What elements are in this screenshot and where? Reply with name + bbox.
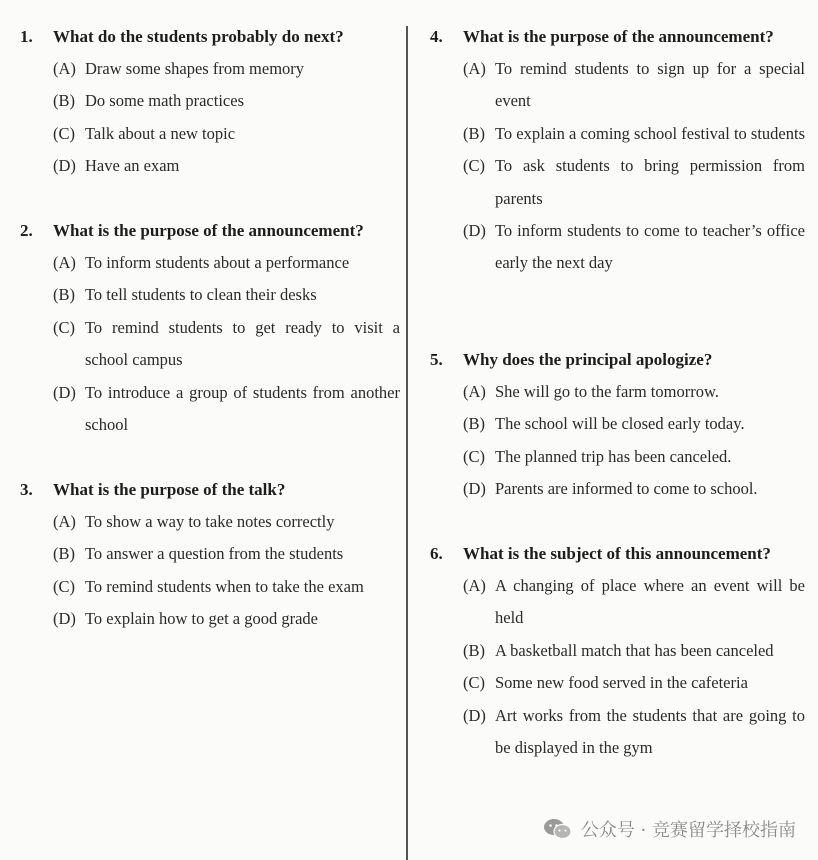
question-header: [20, 215, 400, 247]
option-text: To ask students to bring permission from parents: [495, 156, 805, 208]
option-text: To explain a coming school festival to students: [495, 123, 805, 143]
question-number: 6.: [430, 544, 443, 563]
options: [20, 247, 400, 441]
question-text: Why does the principal apologize?: [463, 350, 713, 369]
option-letter: (B): [53, 91, 75, 111]
question-2: [20, 215, 400, 441]
wechat-icon: [543, 818, 573, 840]
options: [20, 53, 400, 183]
option-c: [20, 312, 400, 377]
option-b: [20, 279, 400, 311]
option-letter: (D): [463, 705, 486, 725]
question-1: [20, 21, 400, 183]
option-letter: (A): [53, 59, 76, 78]
option-b: [430, 408, 805, 440]
question-text: What is the purpose of the talk?: [53, 480, 286, 499]
option-letter: (D): [463, 479, 486, 499]
option-letter: (B): [463, 123, 485, 143]
option-letter: (C): [53, 317, 75, 337]
question-number: 1.: [20, 27, 33, 46]
question-6: [430, 538, 805, 764]
column-divider: [406, 26, 408, 860]
question-header: [430, 344, 805, 376]
option-b: [20, 538, 400, 570]
option-b: [20, 85, 400, 117]
option-text: To answer a question from the students: [85, 544, 344, 564]
option-a: [430, 376, 805, 408]
question-3: [20, 474, 400, 636]
option-c: [430, 150, 805, 215]
watermark-text: 公众号 · 竞赛留学择校指南: [580, 820, 796, 841]
question-header: [20, 21, 400, 53]
option-text: Have an exam: [85, 156, 180, 176]
question-text: What is the subject of this announcement?: [463, 544, 771, 563]
option-letter: (A): [463, 59, 486, 78]
question-5: [430, 344, 805, 506]
option-d: [430, 473, 805, 505]
option-text: The planned trip has been canceled.: [495, 446, 732, 466]
question-number: 2.: [20, 221, 33, 240]
option-letter: (B): [53, 544, 75, 564]
option-c: [430, 667, 805, 699]
option-d: [20, 150, 400, 182]
question-text: What do the students probably do next?: [53, 27, 344, 46]
option-a: [430, 570, 805, 635]
option-text: Do some math practices: [85, 91, 244, 111]
option-text: Draw some shapes from memory: [85, 59, 305, 78]
option-d: [430, 215, 805, 280]
option-text: She will go to the farm tomorrow.: [495, 382, 719, 401]
option-letter: (A): [463, 382, 486, 401]
option-text: Art works from the students that are going to be displayed in the gym: [495, 705, 805, 758]
option-text: Talk about a new topic: [85, 123, 236, 143]
option-c: [20, 118, 400, 150]
option-b: [430, 118, 805, 150]
option-d: [430, 700, 805, 765]
option-letter: (B): [463, 640, 485, 660]
question-number: 5.: [430, 350, 443, 369]
question-number: 4.: [430, 27, 443, 46]
option-letter: (D): [53, 382, 76, 402]
options: [20, 506, 400, 636]
option-letter: (A): [53, 253, 76, 272]
option-letter: (B): [53, 285, 75, 305]
option-letter: (C): [463, 673, 485, 693]
option-text: To introduce a group of students from another school: [85, 382, 400, 435]
option-text: A basketball match that has been canceled: [495, 640, 774, 660]
option-letter: (A): [53, 512, 76, 531]
option-text: Some new food served in the cafeteria: [495, 673, 748, 693]
option-a: [430, 53, 805, 118]
option-letter: (D): [53, 609, 76, 629]
option-text: Parents are informed to come to school.: [495, 479, 758, 499]
option-text: To show a way to take notes correctly: [85, 512, 335, 531]
options: [430, 376, 805, 506]
watermark: [543, 816, 796, 842]
option-letter: (C): [53, 123, 75, 143]
option-letter: (D): [53, 156, 76, 176]
question-header: [430, 538, 805, 570]
option-text: A changing of place where an event will be held: [495, 576, 805, 628]
options: [430, 53, 805, 280]
question-header: [430, 21, 805, 53]
question-text: What is the purpose of the announcement?: [463, 27, 774, 46]
option-c: [430, 441, 805, 473]
options: [430, 570, 805, 764]
option-text: To remind students to get ready to visit a school campus: [85, 317, 400, 370]
option-letter: (B): [463, 414, 485, 434]
option-text: To remind students when to take the exam: [85, 576, 364, 596]
option-text: To tell students to clean their desks: [85, 285, 317, 305]
option-b: [430, 635, 805, 667]
question-number: 3.: [20, 480, 33, 499]
option-letter: (A): [463, 576, 486, 595]
option-a: [20, 247, 400, 279]
option-text: To inform students about a performance: [85, 253, 350, 272]
option-c: [20, 571, 400, 603]
option-text: To inform students to come to teacher’s office early the next day: [495, 221, 805, 273]
option-a: [20, 506, 400, 538]
option-letter: (C): [463, 446, 485, 466]
question-4: [430, 21, 805, 280]
option-a: [20, 53, 400, 85]
option-d: [20, 603, 400, 635]
option-letter: (C): [463, 156, 485, 176]
option-text: The school will be closed early today.: [495, 414, 745, 434]
option-letter: (C): [53, 576, 75, 596]
question-header: [20, 474, 400, 506]
option-text: To remind students to sign up for a special event: [495, 59, 805, 111]
option-d: [20, 377, 400, 442]
option-text: To explain how to get a good grade: [85, 609, 318, 629]
option-letter: (D): [463, 221, 486, 241]
question-text: What is the purpose of the announcement?: [53, 221, 364, 240]
